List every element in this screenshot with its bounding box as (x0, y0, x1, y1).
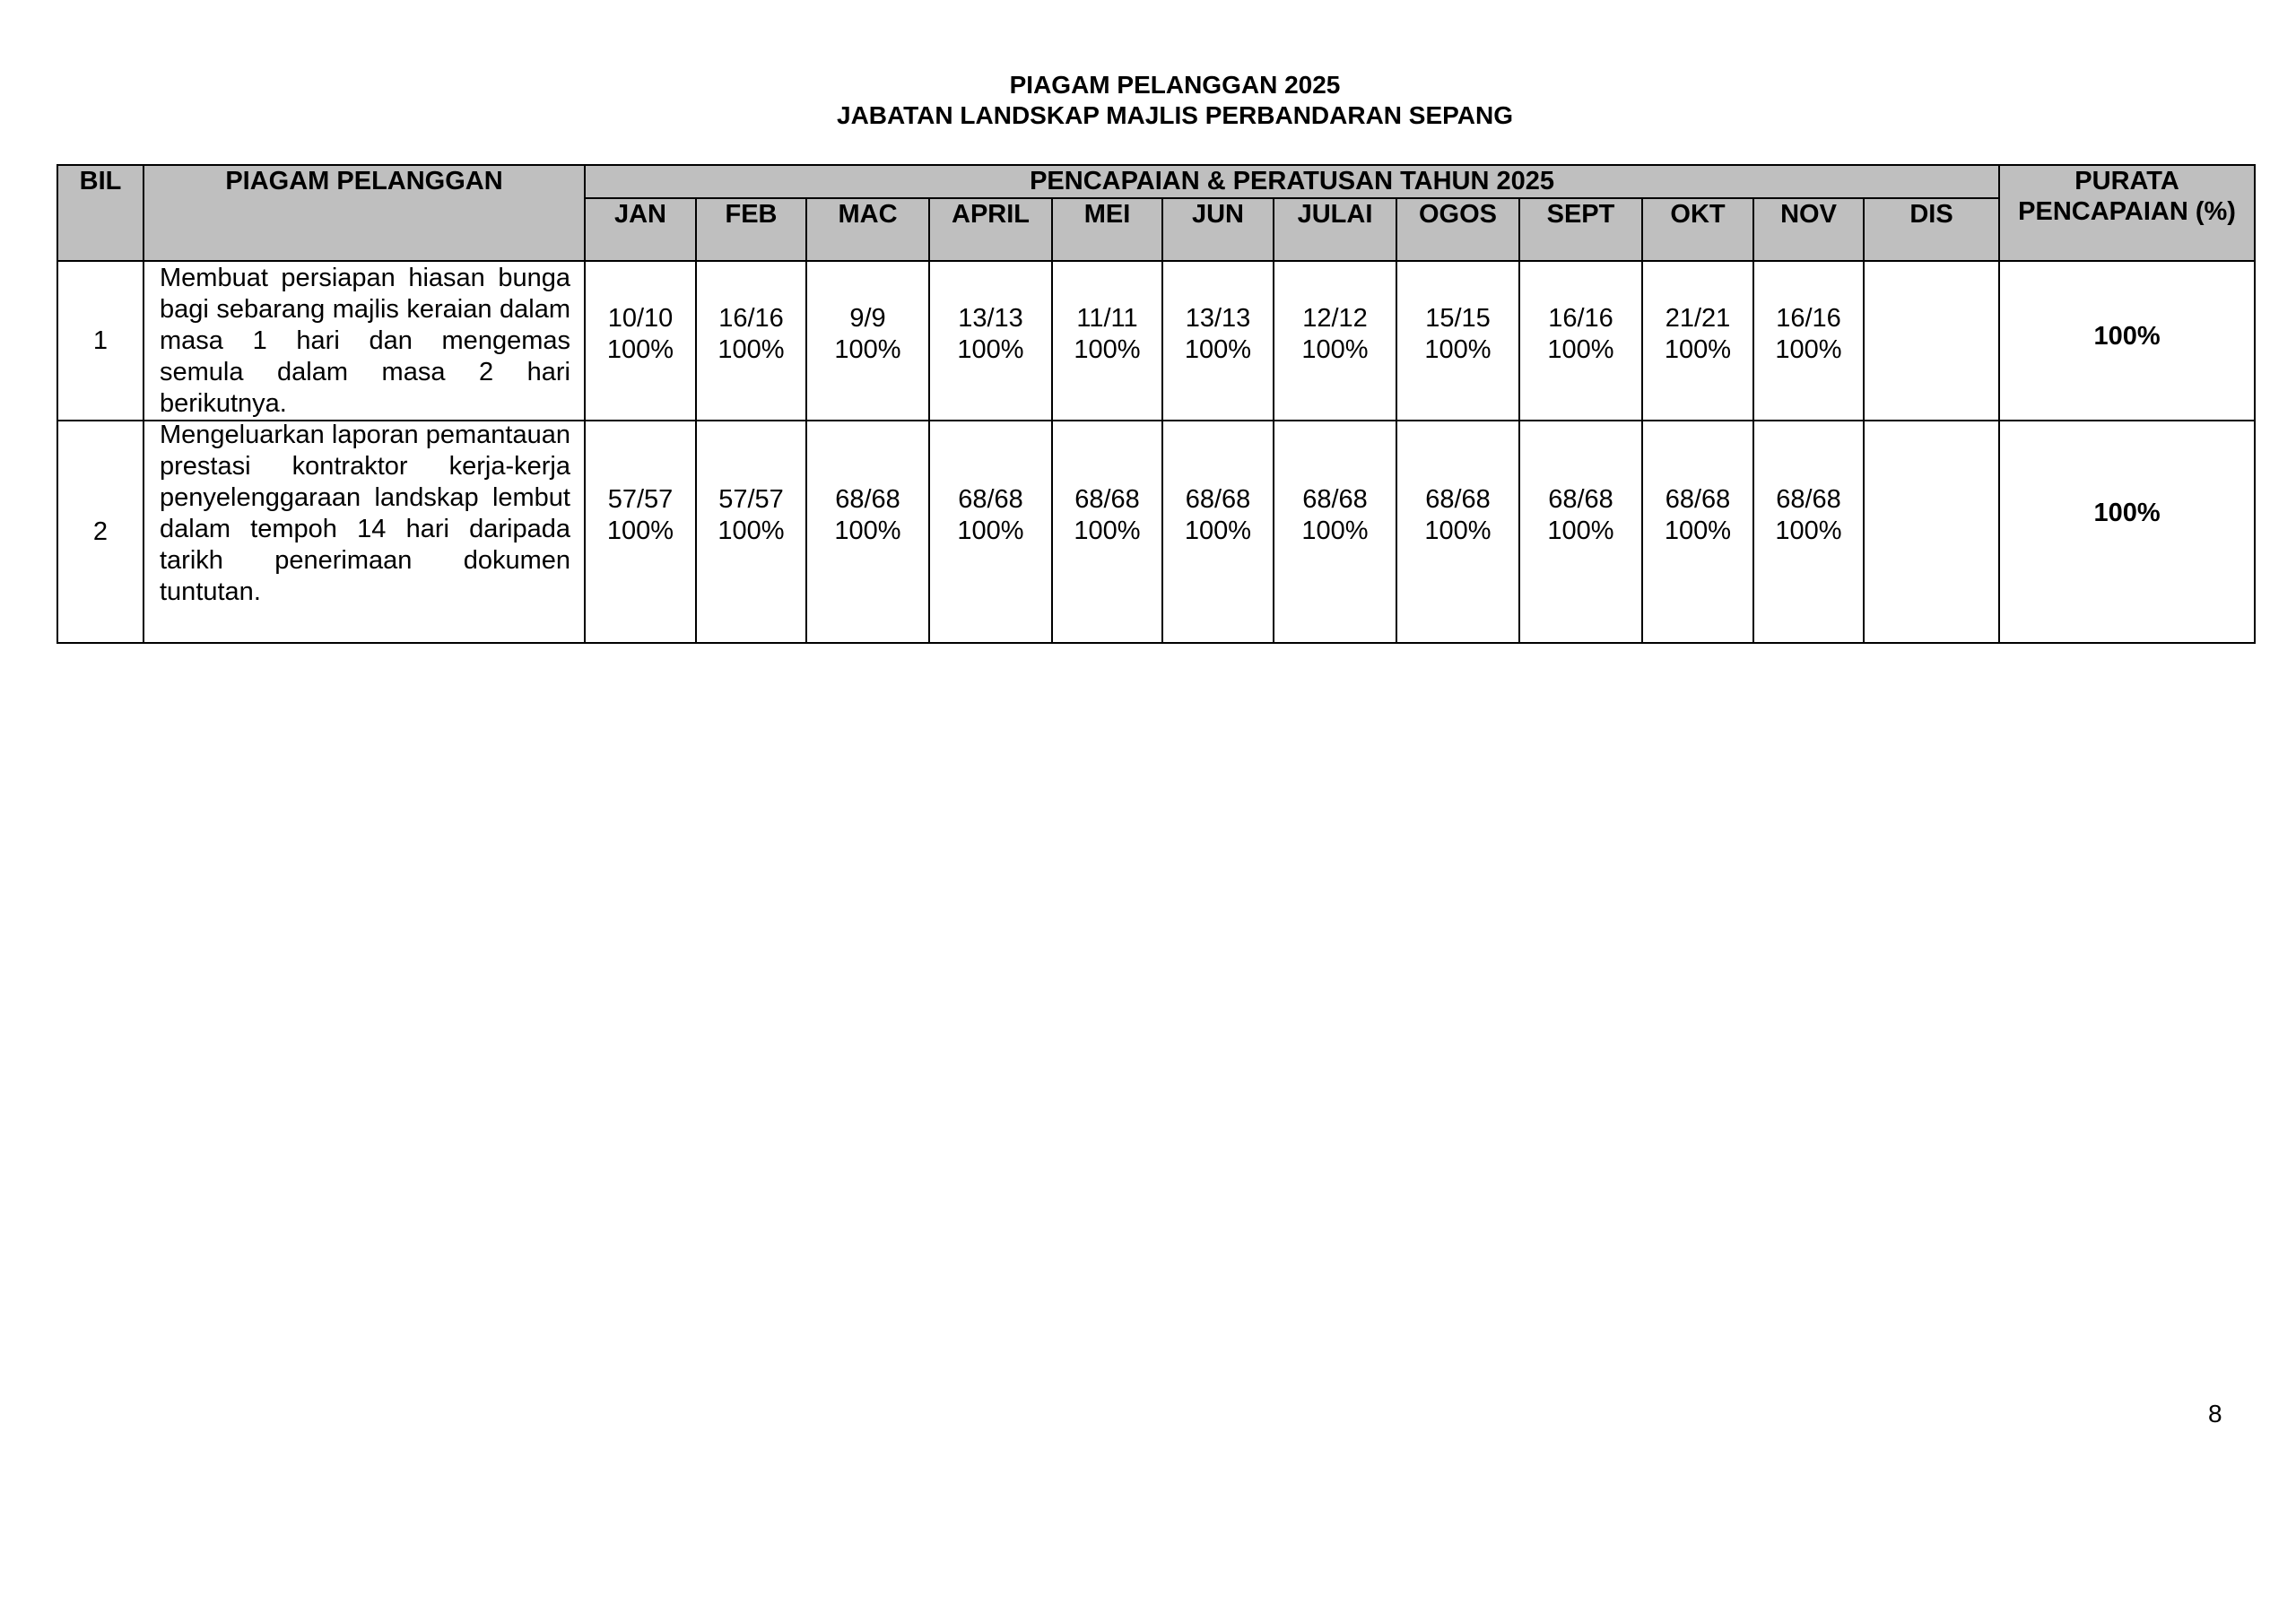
header-month-ogos: OGOS (1396, 198, 1519, 261)
cell-percent: 100% (606, 335, 674, 364)
header-month-mei: MEI (1052, 198, 1162, 261)
month-cell (696, 421, 806, 643)
cell-percent: 100% (1074, 516, 1141, 545)
header-charter: PIAGAM PELANGGAN (144, 165, 585, 261)
month-cell (1396, 421, 1519, 643)
table-row (57, 421, 2255, 643)
month-cell (1753, 261, 1864, 421)
row-average-value: 100% (2093, 499, 2161, 527)
cell-percent: 100% (1424, 335, 1492, 364)
month-cell (806, 261, 929, 421)
cell-percent: 100% (718, 516, 785, 545)
cell-count: 13/13 (1185, 304, 1251, 333)
month-cell (1052, 421, 1162, 643)
header-month-julai: JULAI (1274, 198, 1396, 261)
row-bil: 1 (57, 261, 144, 421)
header-bil: BIL (57, 165, 144, 261)
month-cell (1753, 421, 1864, 643)
cell-count: 68/68 (1074, 485, 1140, 514)
month-cell (696, 261, 806, 421)
title-line-1: PIAGAM PELANGGAN 2025 (1009, 71, 1341, 99)
month-cell (1519, 261, 1642, 421)
month-cell (1642, 261, 1753, 421)
cell-percent: 100% (957, 335, 1024, 364)
cell-count: 68/68 (1548, 485, 1613, 514)
month-cell (585, 261, 696, 421)
header-month-feb: FEB (696, 198, 806, 261)
cell-percent: 100% (1547, 335, 1614, 364)
cell-percent: 100% (1775, 516, 1842, 545)
header-month-april: APRIL (929, 198, 1052, 261)
header-month-jan: JAN (585, 198, 696, 261)
row-average-value: 100% (2093, 321, 2161, 351)
month-cell (1162, 261, 1274, 421)
header-month-mac: MAC (806, 198, 929, 261)
cell-percent: 100% (1664, 516, 1732, 545)
cell-percent: 100% (1184, 516, 1252, 545)
cell-percent: 100% (606, 516, 674, 545)
cell-percent: 100% (834, 516, 901, 545)
month-cell (1864, 261, 1999, 421)
cell-count: 13/13 (958, 304, 1023, 333)
table-row (57, 261, 2255, 421)
cell-percent: 100% (957, 516, 1024, 545)
cell-percent: 100% (1775, 335, 1842, 364)
row-average (1999, 421, 2255, 643)
row-average (1999, 261, 2255, 421)
row-description (144, 421, 585, 643)
cell-count: 10/10 (607, 304, 674, 333)
month-cell (1396, 261, 1519, 421)
row-description: Membuat persiapan hiasan bunga bagi sebarang majlis keraian dalam masa 1 hari dan mengemas semula dalam masa 2 hari berikutnya. (144, 261, 585, 421)
month-cell (929, 421, 1052, 643)
cell-count: 68/68 (1776, 485, 1841, 514)
cell-count: 68/68 (835, 485, 900, 514)
header-month-nov: NOV (1753, 198, 1864, 261)
header-month-jun: JUN (1162, 198, 1274, 261)
cell-percent: 100% (1547, 516, 1614, 545)
header-month-okt: OKT (1642, 198, 1753, 261)
cell-count: 68/68 (1302, 485, 1368, 514)
month-cell (806, 421, 929, 643)
cell-count: 16/16 (718, 304, 784, 333)
month-cell (1642, 421, 1753, 643)
cell-count: 9/9 (849, 304, 886, 333)
cell-percent: 100% (1664, 335, 1732, 364)
cell-percent: 100% (1301, 516, 1369, 545)
cell-percent: 100% (718, 335, 785, 364)
cell-count: 68/68 (1665, 485, 1731, 514)
cell-count: 57/57 (607, 485, 674, 514)
cell-count: 68/68 (958, 485, 1023, 514)
cell-count: 68/68 (1185, 485, 1251, 514)
cell-percent: 100% (1184, 335, 1252, 364)
customer-charter-table (57, 164, 2256, 644)
header-achievement-group: PENCAPAIAN & PERATUSAN TAHUN 2025 (585, 165, 1999, 198)
month-cell (1052, 261, 1162, 421)
month-cell (1519, 421, 1642, 643)
cell-count: 57/57 (718, 485, 784, 514)
cell-count: 12/12 (1302, 304, 1368, 333)
page-number: 8 (2208, 1400, 2222, 1428)
cell-count: 15/15 (1425, 304, 1491, 333)
month-cell (1274, 261, 1396, 421)
cell-count: 68/68 (1425, 485, 1491, 514)
header-month-sept: SEPT (1519, 198, 1642, 261)
month-cell (1274, 421, 1396, 643)
month-cell (585, 421, 696, 643)
cell-percent: 100% (1301, 335, 1369, 364)
month-cell (1162, 421, 1274, 643)
row-description-text: Mengeluarkan laporan pemantauan prestasi kontraktor kerja-kerja penyelenggaraan landskap lembut dalam tempoh 14 hari daripada tarikh penerimaan dokumen tuntutan. (160, 421, 570, 606)
cell-percent: 100% (834, 335, 901, 364)
cell-percent: 100% (1424, 516, 1492, 545)
cell-count: 16/16 (1548, 304, 1613, 333)
month-cell (1864, 421, 1999, 643)
cell-count: 11/11 (1076, 304, 1138, 333)
cell-count: 16/16 (1776, 304, 1841, 333)
cell-count: 21/21 (1665, 304, 1731, 333)
month-cell (929, 261, 1052, 421)
document-title (0, 70, 2296, 131)
title-line-2: JABATAN LANDSKAP MAJLIS PERBANDARAN SEPANG (837, 101, 1513, 129)
header-average: PURATA PENCAPAIAN (%) (1999, 165, 2255, 261)
cell-percent: 100% (1074, 335, 1141, 364)
row-bil: 2 (57, 421, 144, 643)
header-month-dis: DIS (1864, 198, 1999, 261)
header-row-1 (57, 165, 2255, 198)
